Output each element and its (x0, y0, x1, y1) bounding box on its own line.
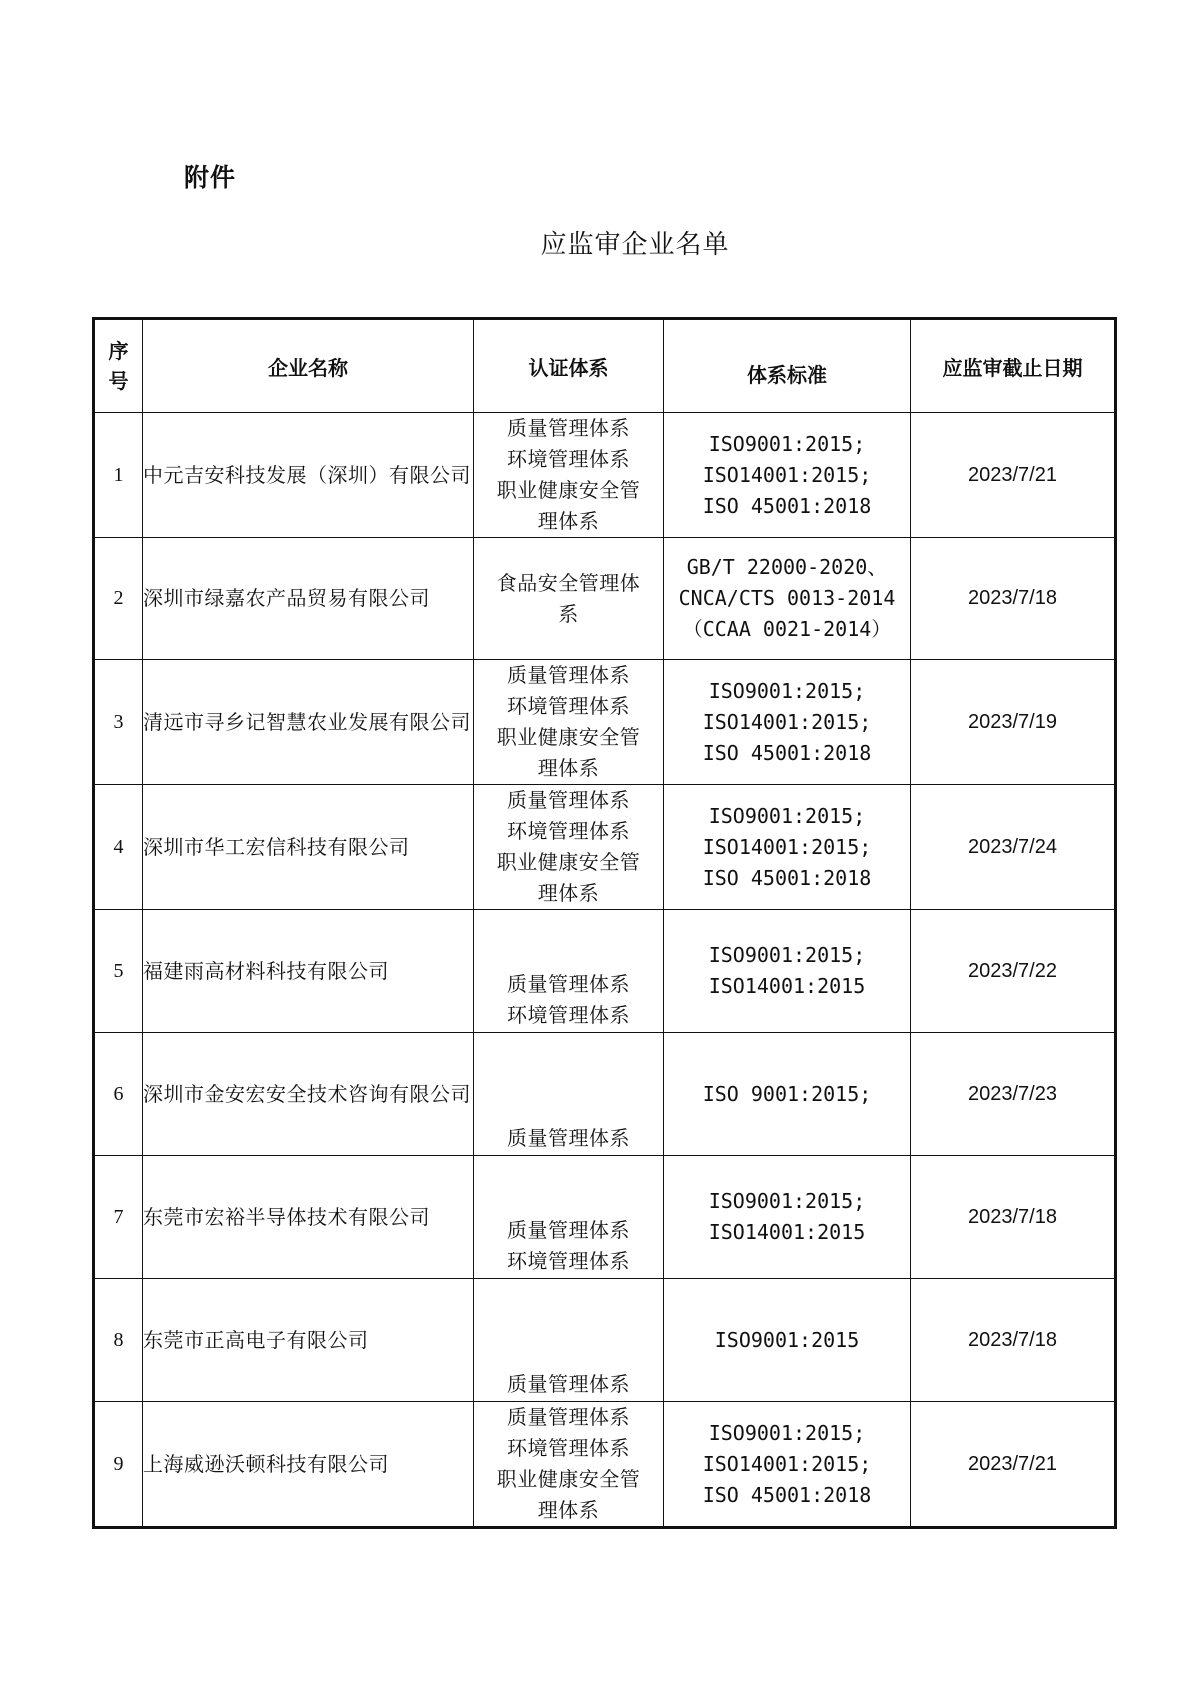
row-system-standard (664, 1033, 911, 1156)
row-deadline-date: 2023/7/21 (911, 413, 1116, 538)
row-system-line: 环境管理体系 (507, 1249, 630, 1273)
row-standard-line: CNCA/CTS 0013-2014 (678, 586, 896, 610)
row-seq: 5 (94, 910, 143, 1033)
row-system-line: 环境管理体系 (507, 1003, 630, 1027)
table-row (94, 660, 1116, 785)
table-row (94, 1033, 1116, 1156)
row-enterprise-name: 清远市寻乡记智慧农业发展有限公司 (143, 660, 474, 785)
row-certification-system (474, 910, 664, 1033)
row-deadline-date: 2023/7/24 (911, 785, 1116, 910)
row-enterprise-name: 深圳市金安宏安全技术咨询有限公司 (143, 1033, 474, 1156)
row-system-line: 质量管理体系 (507, 663, 630, 687)
row-system-line: 质量管理体系 (507, 972, 630, 996)
row-certification-system (474, 660, 664, 785)
row-seq: 7 (94, 1156, 143, 1279)
row-system-line: 环境管理体系 (507, 447, 630, 471)
row-deadline-date: 2023/7/19 (911, 660, 1116, 785)
row-system-line: 环境管理体系 (507, 694, 630, 718)
row-standard-line: ISO14001:2015; (702, 834, 872, 859)
row-seq: 1 (94, 413, 143, 538)
row-system-line: 职业健康安全管 (496, 478, 641, 502)
table-header-row (94, 319, 1116, 413)
row-certification-system (474, 413, 664, 538)
row-standard-line: （CCAA 0021-2014） (682, 617, 892, 641)
row-standard-line: ISO 45001:2018 (702, 865, 872, 890)
row-system-standard (664, 910, 911, 1033)
row-system-line: 质量管理体系 (507, 1372, 630, 1396)
row-seq: 6 (94, 1033, 143, 1156)
row-standard-line: ISO9001:2015; (708, 943, 866, 967)
row-certification-system (474, 1402, 664, 1528)
row-deadline-date: 2023/7/18 (911, 538, 1116, 660)
row-deadline-date: 2023/7/18 (911, 1156, 1116, 1279)
row-seq: 9 (94, 1402, 143, 1528)
row-system-standard (664, 538, 911, 660)
enterprise-table (92, 317, 1117, 1529)
row-standard-line: ISO 9001:2015; (702, 1081, 872, 1106)
row-system-line: 职业健康安全管 (496, 725, 641, 749)
row-standard-line: ISO14001:2015 (708, 1220, 866, 1244)
row-system-line: 理体系 (537, 509, 600, 533)
row-system-line: 食品安全管理体 (496, 570, 641, 595)
row-deadline-date: 2023/7/21 (911, 1402, 1116, 1528)
row-system-line: 理体系 (537, 1498, 600, 1522)
row-system-line: 理体系 (537, 881, 600, 905)
table-row (94, 538, 1116, 660)
attachment-label: 附件 (184, 163, 237, 192)
row-standard-line: ISO9001:2015; (708, 803, 866, 828)
table-row (94, 1279, 1116, 1402)
row-standard-line: ISO 45001:2018 (702, 493, 872, 518)
row-system-standard (664, 1402, 911, 1528)
row-standard-line: ISO 45001:2018 (702, 740, 872, 765)
row-enterprise-name: 东莞市正高电子有限公司 (143, 1279, 474, 1402)
row-enterprise-name: 福建雨高材料科技有限公司 (143, 910, 474, 1033)
row-system-line: 环境管理体系 (507, 819, 630, 843)
row-standard-line: ISO9001:2015; (708, 1189, 866, 1213)
row-seq: 2 (94, 538, 143, 660)
row-standard-line: ISO9001:2015; (708, 431, 866, 456)
row-system-line: 质量管理体系 (507, 1126, 630, 1150)
header-deadline: 应监审截止日期 (911, 319, 1116, 413)
row-system-line: 职业健康安全管 (496, 1467, 641, 1491)
row-system-standard (664, 1156, 911, 1279)
row-enterprise-name: 深圳市绿嘉农产品贸易有限公司 (143, 538, 474, 660)
header-seq-line2: 号 (108, 369, 129, 393)
page-title: 应监审企业名单 (540, 230, 730, 260)
row-enterprise-name: 东莞市宏裕半导体技术有限公司 (143, 1156, 474, 1279)
row-system-standard (664, 413, 911, 538)
header-seq-line1: 序 (108, 339, 129, 363)
table-row (94, 1402, 1116, 1528)
row-standard-line: ISO9001:2015; (708, 1420, 866, 1445)
row-enterprise-name: 深圳市华工宏信科技有限公司 (143, 785, 474, 910)
row-standard-line: ISO14001:2015 (708, 974, 866, 998)
row-certification-system (474, 1279, 664, 1402)
row-system-line: 质量管理体系 (507, 416, 630, 440)
row-standard-line: ISO9001:2015; (708, 678, 866, 703)
row-seq: 4 (94, 785, 143, 910)
row-standard-line: ISO14001:2015; (702, 462, 872, 487)
row-system-standard (664, 1279, 911, 1402)
row-system-line: 质量管理体系 (507, 788, 630, 812)
row-standard-line: ISO14001:2015; (702, 1451, 872, 1476)
table-row (94, 1156, 1116, 1279)
header-system: 认证体系 (474, 319, 664, 413)
row-system-line: 系 (558, 601, 579, 626)
row-certification-system (474, 1156, 664, 1279)
row-system-line: 理体系 (537, 756, 600, 780)
header-standard: 体系标准 (664, 319, 911, 413)
row-system-line: 质量管理体系 (507, 1218, 630, 1242)
row-certification-system (474, 1033, 664, 1156)
row-system-standard (664, 660, 911, 785)
row-standard-line: ISO9001:2015 (714, 1327, 860, 1352)
row-deadline-date: 2023/7/18 (911, 1279, 1116, 1402)
header-name: 企业名称 (143, 319, 474, 413)
row-certification-system (474, 785, 664, 910)
row-seq: 8 (94, 1279, 143, 1402)
row-certification-system (474, 538, 664, 660)
row-system-line: 职业健康安全管 (496, 850, 641, 874)
row-standard-line: ISO14001:2015; (702, 709, 872, 734)
row-enterprise-name: 中元吉安科技发展（深圳）有限公司 (143, 413, 474, 538)
row-deadline-date: 2023/7/22 (911, 910, 1116, 1033)
row-system-standard (664, 785, 911, 910)
table-row (94, 413, 1116, 538)
row-system-line: 质量管理体系 (507, 1405, 630, 1429)
row-enterprise-name: 上海威逊沃顿科技有限公司 (143, 1402, 474, 1528)
row-deadline-date: 2023/7/23 (911, 1033, 1116, 1156)
row-standard-line: GB/T 22000-2020、 (686, 555, 888, 579)
row-standard-line: ISO 45001:2018 (702, 1482, 872, 1507)
row-system-line: 环境管理体系 (507, 1436, 630, 1460)
table-row (94, 910, 1116, 1033)
row-seq: 3 (94, 660, 143, 785)
table-row (94, 785, 1116, 910)
header-seq (94, 319, 143, 413)
